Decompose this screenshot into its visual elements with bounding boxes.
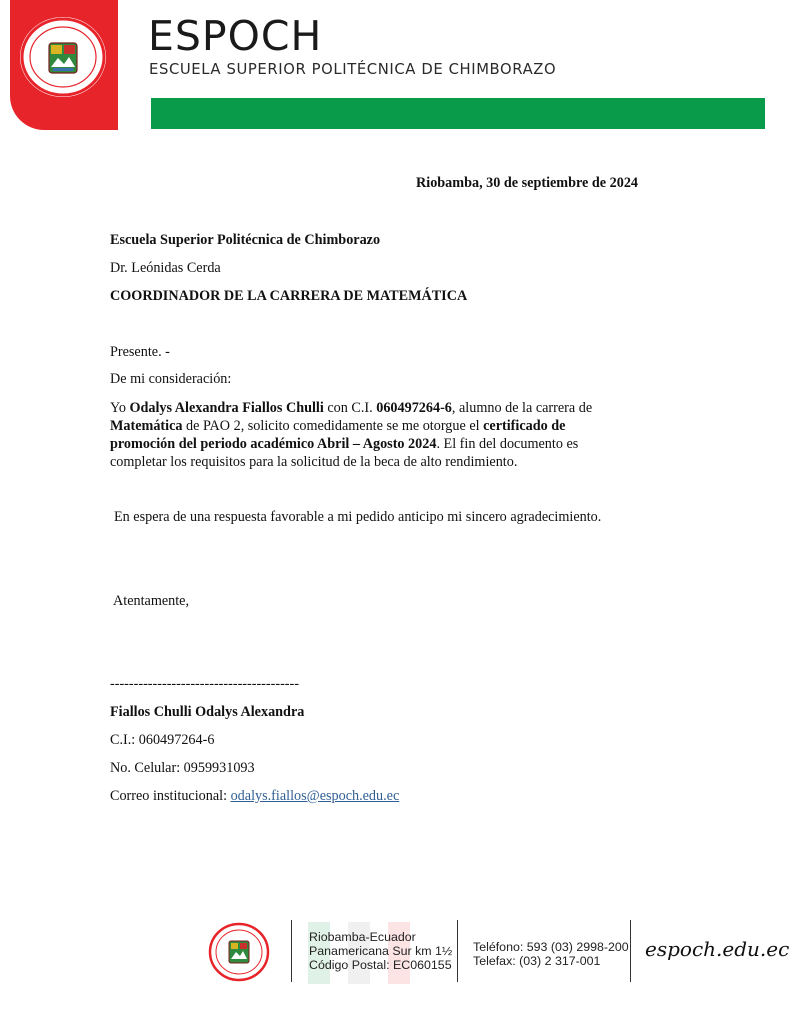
student-name: Odalys Alexandra Fiallos Chulli <box>129 400 324 416</box>
footer-divider <box>457 920 458 982</box>
footer-contact <box>473 940 629 968</box>
recipient-role: COORDINADOR DE LA CARRERA DE MATEMÁTICA <box>110 288 468 304</box>
signer-name: Fiallos Chulli Odalys Alexandra <box>110 704 305 720</box>
footer-divider <box>291 920 292 982</box>
greeting: Presente. - <box>110 344 170 360</box>
footer-phone: Teléfono: 593 (03) 2998-200 <box>473 940 629 954</box>
body-line-2 <box>110 417 650 435</box>
signature-line: ---------------------------------------- <box>110 676 299 692</box>
closing: Atentamente, <box>113 593 190 609</box>
seal-emblem-icon <box>20 17 106 97</box>
footer-address-line: Código Postal: EC060155 <box>309 958 452 972</box>
career-name: Matemática <box>110 418 183 434</box>
student-id: 060497264-6 <box>376 400 452 416</box>
certificate-period: promoción del periodo académico Abril – Agosto 2024 <box>110 436 437 452</box>
footer-address-line: Panamericana Sur km 1½ <box>309 944 453 958</box>
signer-id: C.I.: 060497264-6 <box>110 732 215 748</box>
recipient-name: Dr. Leónidas Cerda <box>110 260 221 276</box>
footer-seal-icon <box>208 922 270 982</box>
brand-subtitle: ESCUELA SUPERIOR POLITÉCNICA DE CHIMBORAZO <box>149 61 557 78</box>
signer-phone: No. Celular: 0959931093 <box>110 760 255 776</box>
certificate-name: certificado de <box>483 418 566 434</box>
signer-email-row <box>110 789 399 803</box>
footer-fax: Telefax: (03) 2 317-001 <box>473 954 601 968</box>
body-text: Yo <box>110 400 130 416</box>
closing-request: En espera de una respuesta favorable a mi pedido anticipo mi sincero agradecimiento. <box>114 509 602 525</box>
email-link[interactable]: odalys.fiallos@espoch.edu.ec <box>230 788 400 804</box>
footer-website[interactable]: espoch.edu.ec <box>645 937 789 961</box>
header-green-bar <box>151 98 765 129</box>
body-line-1 <box>110 399 650 417</box>
body-text: con C.I. <box>323 400 377 416</box>
footer-divider <box>630 920 631 982</box>
letter-body-paragraph <box>110 399 650 471</box>
recipient-institution: Escuela Superior Politécnica de Chimborazo <box>110 232 381 248</box>
footer-address <box>309 930 452 972</box>
brand-title: ESPOCH <box>148 12 323 60</box>
letter-date: Riobamba, 30 de septiembre de 2024 <box>416 175 639 191</box>
body-line-4: completar los requisitos para la solicitud de la beca de alto rendimiento. <box>110 454 518 470</box>
salutation: De mi consideración: <box>110 371 232 387</box>
body-text: , alumno de la carrera de <box>451 400 593 416</box>
email-label: Correo institucional: <box>110 788 231 804</box>
footer-address-line: Riobamba-Ecuador <box>309 930 416 944</box>
espoch-seal-logo <box>20 17 106 97</box>
body-text: de PAO 2, solicito comedidamente se me otorgue el <box>182 418 484 434</box>
body-line-3 <box>110 435 650 453</box>
body-text: . El fin del documento es <box>436 436 579 452</box>
